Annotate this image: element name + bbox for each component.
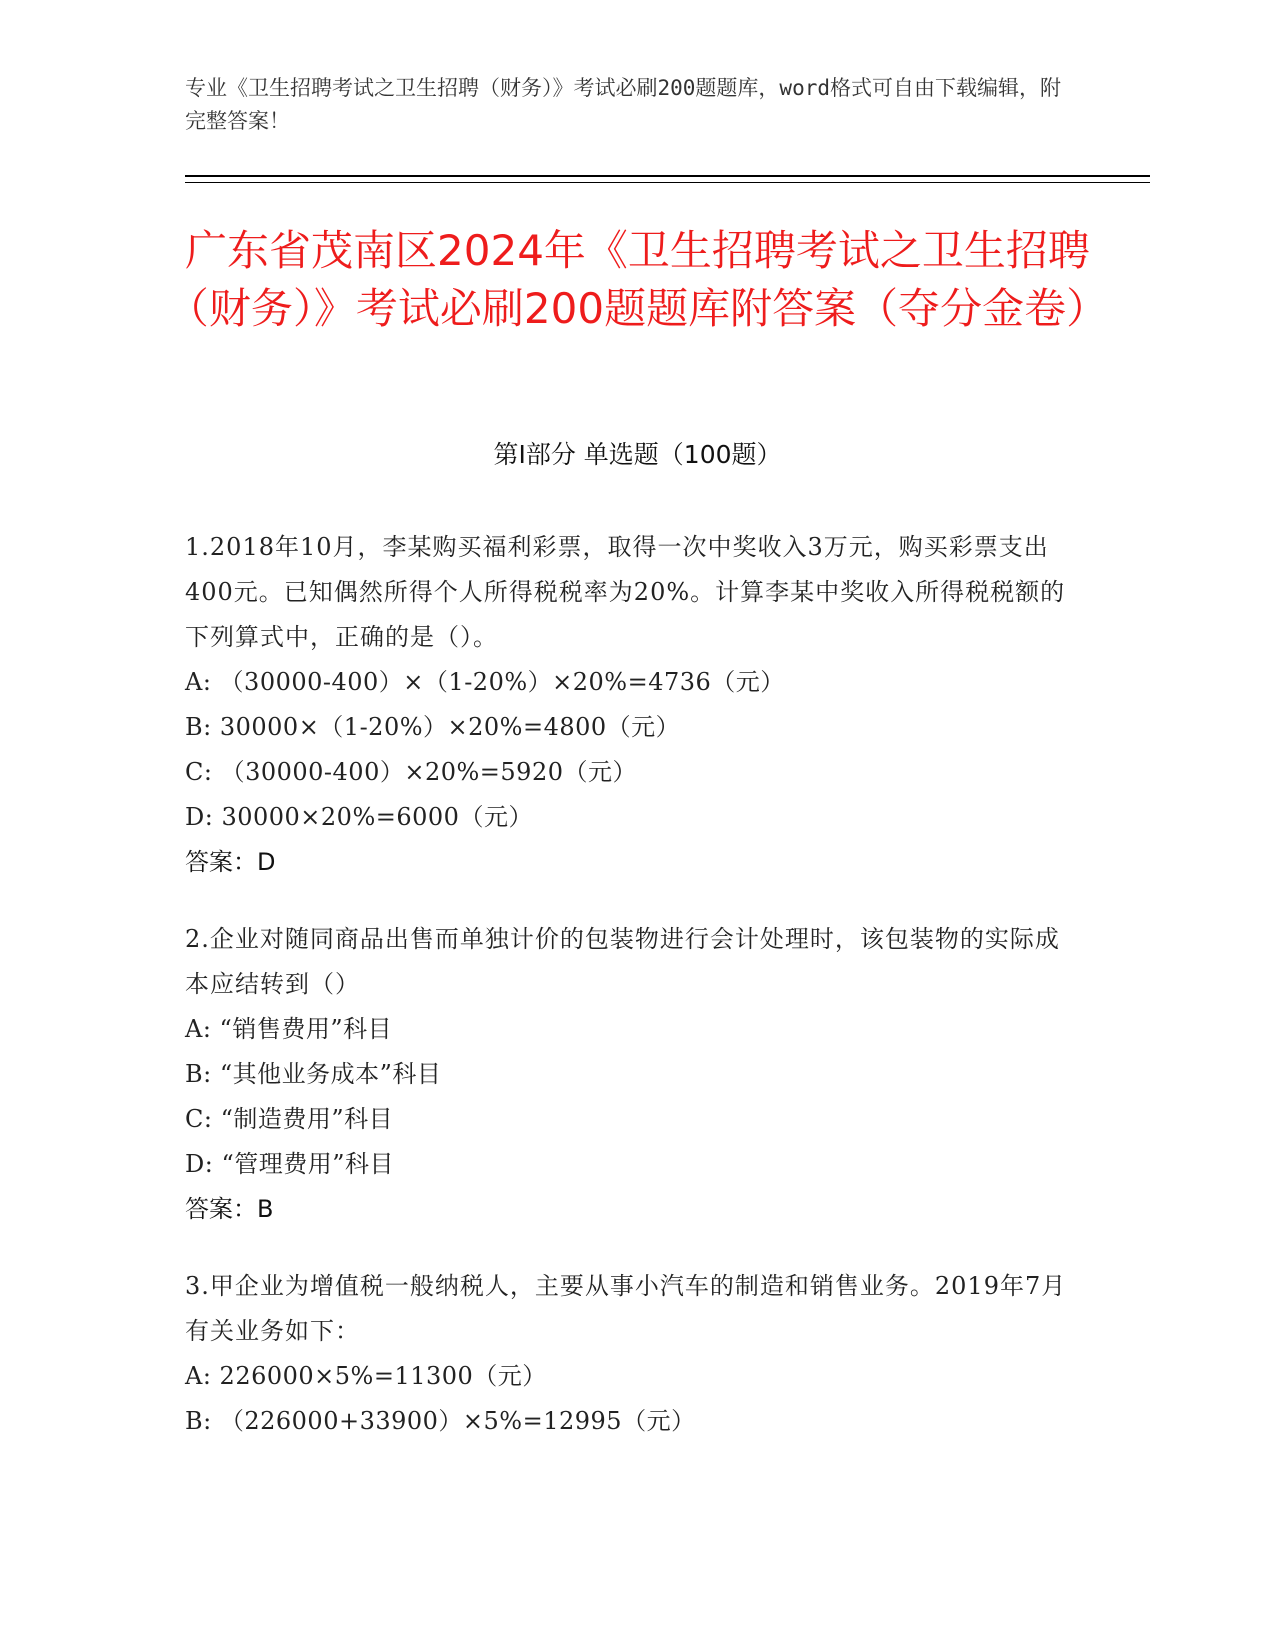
option-b: B: （226000+33900）×5%=12995（元） [185,1407,696,1435]
option-b: B: “其他业务成本”科目 [185,1060,442,1088]
section-heading: 第Ⅰ部分 单选题（100题） [493,440,782,469]
answer-line: 答案：D [185,848,276,876]
question-stem: 3.甲企业为增值税一般纳税人，主要从事小汽车的制造和销售业务。2019年7月有关业务如下： [185,1272,1067,1345]
header-rule-thin [185,182,1150,183]
question-1 [185,525,1075,885]
option-a: A: 226000×5%=11300（元） [185,1362,547,1390]
question-stem: 2.企业对随同商品出售而单独计价的包装物进行会计处理时，该包装物的实际成本应结转到（） [185,925,1060,998]
option-c: C: （30000-400）×20%=5920（元） [185,758,637,786]
option-b: B: 30000×（1-20%）×20%=4800（元） [185,713,681,741]
option-d: D: “管理费用”科目 [185,1150,394,1178]
question-2 [185,917,1075,1232]
option-a: A: “销售费用”科目 [185,1015,393,1043]
question-list [185,525,1075,1476]
question-3 [185,1264,1075,1444]
header-rule-thick [185,175,1150,177]
document-title: 广东省茂南区2024年《卫生招聘考试之卫生招聘（财务）》考试必刷200题题库附答案（夺分金卷） [166,226,1109,333]
question-stem: 1.2018年10月，李某购买福利彩票，取得一次中奖收入3万元，购买彩票支出400元。已知偶然所得个人所得税税率为20%。计算李某中奖收入所得税税额的下列算式中，正确的是（）。 [185,533,1066,651]
option-d: D: 30000×20%=6000（元） [185,803,533,831]
option-c: C: “制造费用”科目 [185,1105,394,1133]
option-a: A: （30000-400）×（1-20%）×20%=4736（元） [185,668,785,696]
header-note: 专业《卫生招聘考试之卫生招聘（财务）》考试必刷200题题库，word格式可自由下载编辑，附完整答案！ [185,76,1061,133]
answer-line: 答案：B [185,1195,274,1223]
